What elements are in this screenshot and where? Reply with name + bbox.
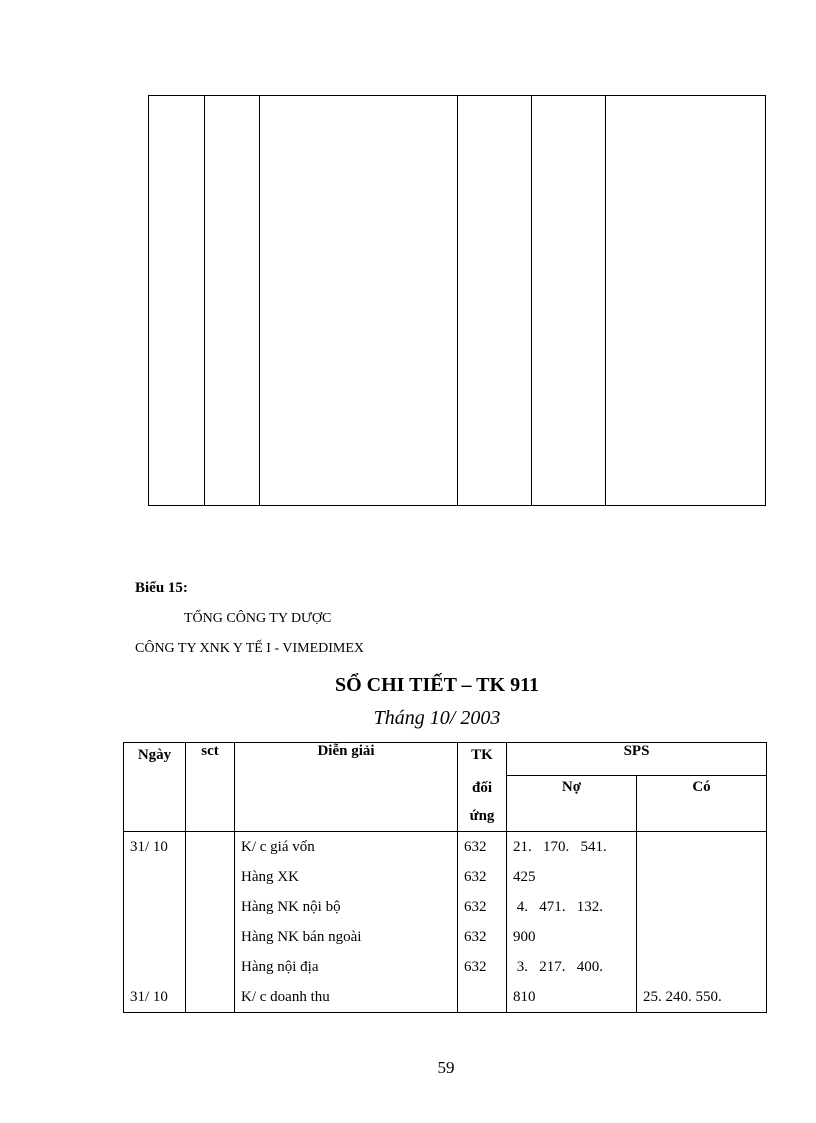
cell-account: 632	[458, 892, 507, 922]
cell-sct	[186, 832, 235, 863]
header-sct: sct	[186, 743, 235, 776]
header-account: TK	[458, 743, 507, 776]
column-divider	[457, 96, 458, 505]
cell-date	[124, 922, 186, 952]
cell-debit: 810	[507, 982, 637, 1013]
table-row	[124, 832, 767, 863]
cell-credit	[637, 832, 767, 863]
cell-debit: 21. 170. 541.	[507, 832, 637, 863]
cell-account: 632	[458, 832, 507, 863]
cell-credit	[637, 862, 767, 892]
cell-date	[124, 892, 186, 922]
cell-description: Hàng XK	[235, 862, 458, 892]
header-date: Ngày	[124, 743, 186, 776]
ledger-table	[123, 742, 767, 1013]
organization-parent: TỔNG CÔNG TY DƯỢC	[184, 611, 332, 626]
cell-account	[458, 982, 507, 1013]
cell-credit	[637, 892, 767, 922]
header-debit: Nợ	[507, 775, 637, 801]
cell-description: Hàng NK nội bộ	[235, 892, 458, 922]
cell-debit: 900	[507, 922, 637, 952]
cell-credit: 25. 240. 550.	[637, 982, 767, 1013]
ledger-period: Tháng 10/ 2003	[373, 707, 501, 729]
cell-credit	[637, 922, 767, 952]
figure-caption: Biểu 15:	[135, 580, 188, 596]
table-row	[124, 862, 767, 892]
column-divider	[605, 96, 606, 505]
table-row	[124, 952, 767, 982]
cell-description: K/ c doanh thu	[235, 982, 458, 1013]
organization-name: CÔNG TY XNK Y TẾ I - VIMEDIMEX	[135, 641, 365, 656]
cell-description: Hàng NK bán ngoài	[235, 922, 458, 952]
cell-description: K/ c giá vốn	[235, 832, 458, 863]
cell-credit	[637, 952, 767, 982]
cell-account: 632	[458, 862, 507, 892]
cell-account: 632	[458, 922, 507, 952]
header-account-line-2: đối	[458, 775, 507, 801]
cell-sct	[186, 982, 235, 1013]
cell-date	[124, 862, 186, 892]
column-divider	[259, 96, 260, 505]
cell-date: 31/ 10	[124, 832, 186, 863]
table-row	[124, 892, 767, 922]
table-row	[124, 922, 767, 952]
cell-sct	[186, 862, 235, 892]
column-divider	[531, 96, 532, 505]
table-row	[124, 982, 767, 1013]
cell-date: 31/ 10	[124, 982, 186, 1013]
cell-debit: 425	[507, 862, 637, 892]
cell-account: 632	[458, 952, 507, 982]
cell-sct	[186, 892, 235, 922]
ledger-title: SỔ CHI TIẾT – TK 911	[335, 674, 539, 696]
header-account-line-3: ứng	[458, 801, 507, 832]
cell-sct	[186, 922, 235, 952]
header-description: Diễn giải	[235, 743, 458, 776]
column-divider	[204, 96, 205, 505]
cell-debit: 4. 471. 132.	[507, 892, 637, 922]
page-number: 59	[437, 1058, 455, 1077]
cell-debit: 3. 217. 400.	[507, 952, 637, 982]
header-credit: Có	[637, 775, 767, 801]
previous-table-frame	[148, 95, 766, 506]
cell-date	[124, 952, 186, 982]
cell-sct	[186, 952, 235, 982]
header-sps: SPS	[507, 743, 767, 776]
cell-description: Hàng nội địa	[235, 952, 458, 982]
